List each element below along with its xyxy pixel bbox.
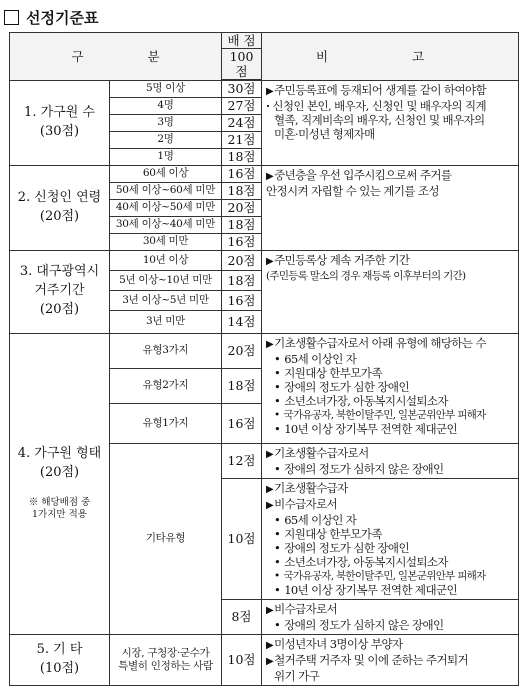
criterion-cell: 유형2가지 [110,368,222,403]
table-row [10,80,519,97]
category-other: 5. 기 타 (10점) [10,634,110,685]
score-cell: 10점 [222,634,262,685]
checkbox-square-icon [4,10,19,25]
score-cell: 16점 [222,290,262,310]
table-row [10,634,519,685]
score-cell: 20점 [222,333,262,368]
remarks-household-type-recipients: ▶ 기초생활수급자로서 아래 유형에 해당하는 수 • 65세 이상인 자 • 지원대상 한부모가족 • 장애의 정도가 심한 장애인 • 소년소녀가장, 아동복지시설퇴소자 • 국가유공자, 북한이탈주민, 일본군위안부 피해자 • 10년 이상 장기복무 전역한 제대군인 [262,333,519,443]
table-row [10,165,519,182]
score-cell: 12점 [222,443,262,478]
score-cell: 21점 [222,131,262,148]
score-cell: 10점 [222,478,262,599]
remarks-applicant-age: ▶ 중년층을 우선 입주시킴으로써 주거를 안정시켜 자립할 수 있는 계기를 조성 [262,165,519,250]
criterion-cell: 3년 미만 [110,310,222,333]
criterion-cell: 30세 이상~40세 미만 [110,216,222,233]
score-cell: 18점 [222,368,262,403]
criterion-cell: 1명 [110,148,222,165]
note-apply-one: ※ 해당배점 중 1가지만 적용 [28,496,91,521]
criterion-cell: 3명 [110,114,222,131]
remarks-residence-period: ▶ 주민등록상 계속 거주한 기간 (주민등록 말소의 경우 재등록 이후부터의 기간) [262,250,519,333]
header-score: 배 점 [222,33,262,49]
criterion-cell: 60세 이상 [110,165,222,182]
table-row [10,333,519,368]
header-score-total: 100점 [222,49,262,81]
score-cell: 20점 [222,250,262,270]
page-title: 선정기준표 [26,8,99,27]
score-cell: 20점 [222,199,262,216]
score-cell: 14점 [222,310,262,333]
header-gubun: 구 분 [10,33,222,81]
score-cell: 18점 [222,148,262,165]
score-cell: 16점 [222,403,262,443]
criterion-cell-special: 시장, 구청장·군수가 특별히 인정하는 사람 [110,634,222,685]
header-remarks: 비 고 [262,33,519,81]
score-cell: 18점 [222,182,262,199]
criterion-cell: 5년 이상~10년 미만 [110,270,222,290]
criterion-cell: 4명 [110,97,222,114]
section-heading [4,4,98,30]
category-applicant-age: 2. 신청인 연령 (20점) [10,165,110,250]
category-household-size: 1. 가구원 수 (30점) [10,80,110,165]
criterion-cell-other: 기타유형 [110,443,222,634]
criterion-cell: 2명 [110,131,222,148]
criterion-cell: 유형1가지 [110,403,222,443]
criterion-cell: 5명 이상 [110,80,222,97]
score-cell: 8점 [222,599,262,634]
score-cell: 18점 [222,216,262,233]
table-row [10,250,519,270]
score-cell: 24점 [222,114,262,131]
criterion-cell: 40세 이상~50세 미만 [110,199,222,216]
remarks-8pt: ▶ 비수급자로서 • 장애의 정도가 심하지 않은 장애인 [262,599,519,634]
score-cell: 27점 [222,97,262,114]
category-household-type: 4. 가구원 형태 (20점) ※ 해당배점 중 1가지만 적용 [10,333,110,634]
criterion-cell: 10년 이상 [110,250,222,270]
score-cell: 18점 [222,270,262,290]
score-cell: 30점 [222,80,262,97]
remarks-household-size: ▶ 주민등록표에 등재되어 생계를 같이 하여야함 · 신청인 본인, 배우자, 신청인 및 배우자의 직계 혈족, 직계비속의 배우자, 신청인 및 배우자의 미혼·미성년 형제자매 [262,80,519,165]
criterion-cell: 30세 미만 [110,233,222,250]
criterion-cell: 50세 이상~60세 미만 [110,182,222,199]
remarks-other: ▶ 미성년자녀 3명이상 부양자 ▶ 철거주택 거주자 및 이에 준하는 주거퇴거 위기 가구 [262,634,519,685]
criterion-cell: 유형3가지 [110,333,222,368]
criterion-cell: 3년 이상~5년 미만 [110,290,222,310]
score-cell: 16점 [222,165,262,182]
remarks-10pt: ▶ 기초생활수급자 ▶ 비수급자로서 • 65세 이상인 자 • 지원대상 한부모가족 • 장애의 정도가 심한 장애인 • 소년소녀가장, 아동복지시설퇴소자 • 국가유공자, 북한이탈주민, 일본군위안부 피해자 • 10년 이상 장기복무 전역한 제대군인 [262,478,519,599]
category-residence-period: 3. 대구광역시 거주기간 (20점) [10,250,110,333]
remarks-12pt: ▶ 기초생활수급자로서 • 장애의 정도가 심하지 않은 장애인 [262,443,519,478]
score-cell: 16점 [222,233,262,250]
selection-criteria-table [9,32,519,686]
